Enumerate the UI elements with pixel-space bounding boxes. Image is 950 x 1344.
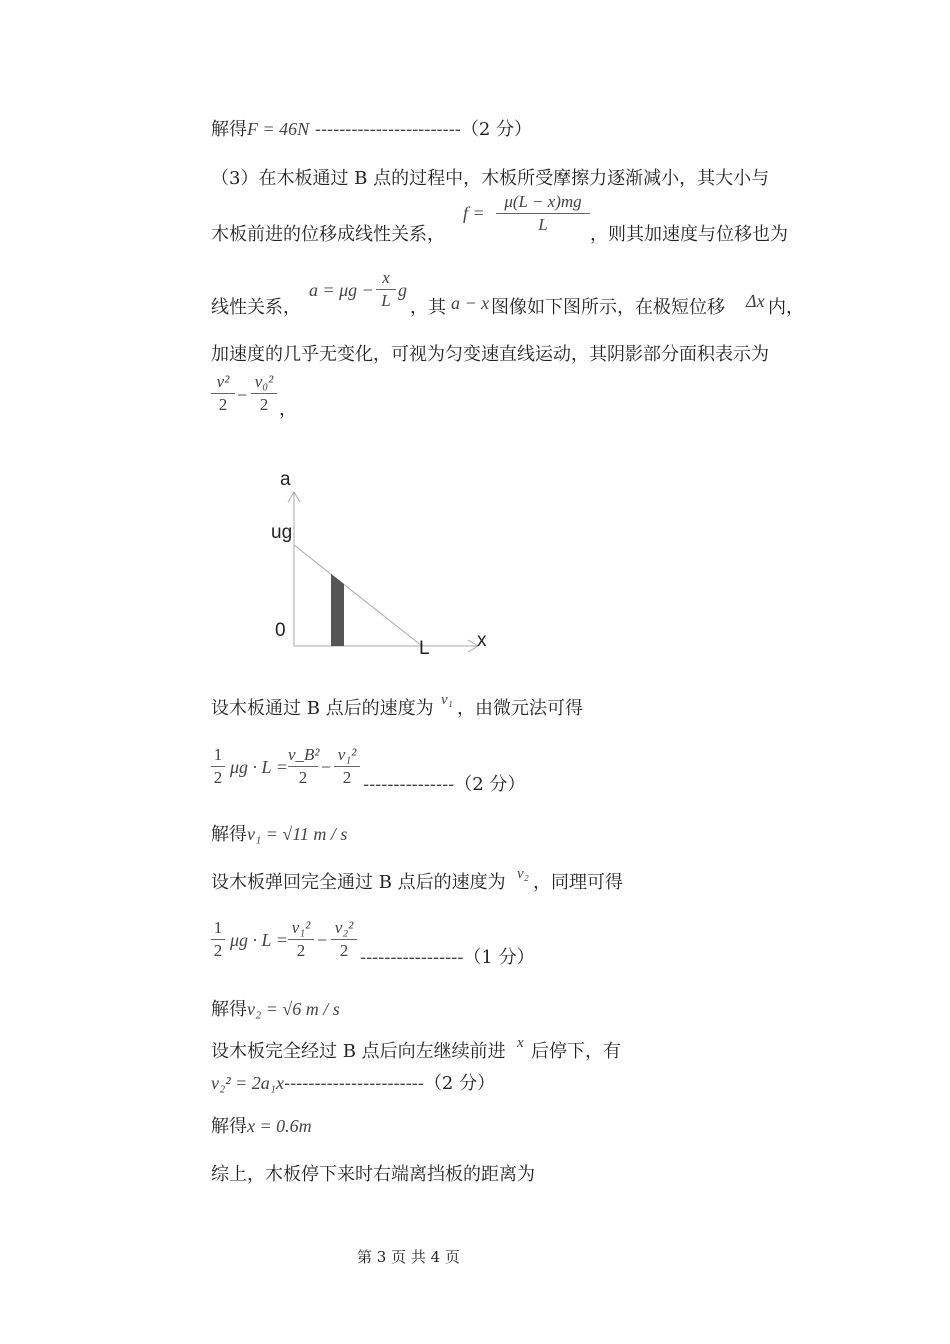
fraction-numerator: x xyxy=(382,268,390,287)
formula-g: g xyxy=(398,280,407,300)
fraction-numerator: v₁² xyxy=(291,918,311,937)
v1-symbol: v₁ xyxy=(441,692,453,708)
fraction-denominator: 2 xyxy=(342,768,352,787)
prefix-text: 解得 xyxy=(211,119,247,140)
fraction-numerator: 1 xyxy=(213,918,223,937)
equation-line-4 xyxy=(211,1071,495,1096)
minus-sign: − xyxy=(321,757,332,777)
score-line xyxy=(363,773,525,797)
fraction-v0 xyxy=(251,372,277,415)
paragraph-line: 设木板弹回完全通过 B 点后的速度为 xyxy=(211,872,506,893)
score-line xyxy=(360,946,535,970)
paragraph-line: 设木板通过 B 点后的速度为 xyxy=(211,698,434,719)
fraction-v1 xyxy=(288,918,314,961)
dash-leader: ----------------------- xyxy=(284,1073,424,1094)
solution-line-x xyxy=(211,1114,312,1139)
fraction-denominator: 2 xyxy=(213,941,223,960)
paragraph-line: ，由微元法可得 xyxy=(457,698,583,719)
equation-v1: v₁ = √11 m / s xyxy=(247,824,348,844)
paragraph-line: 设木板完全经过 B 点后向左继续前进 xyxy=(211,1041,506,1062)
equation-v2: v₂ = √6 m / s xyxy=(247,999,340,1019)
score-text: （2 分） xyxy=(423,1073,496,1094)
fraction-half xyxy=(211,918,225,961)
dash-leader: ----------------- xyxy=(360,947,464,968)
minus-sign: − xyxy=(237,385,248,405)
fraction-v xyxy=(211,372,235,415)
fraction-numerator: v₁² xyxy=(337,745,357,764)
paragraph-line: ，其 xyxy=(410,297,446,318)
fraction-numerator: 1 xyxy=(213,745,223,764)
prefix-text: 解得 xyxy=(211,1116,247,1137)
mu-g-L: μg · L = xyxy=(230,757,288,777)
y-intercept-label: ug xyxy=(271,522,293,543)
dash-leader: ------------------------ xyxy=(314,119,461,140)
v2-symbol: v₂ xyxy=(517,866,529,882)
fraction-numerator: v₀² xyxy=(254,372,274,391)
minus-sign: − xyxy=(317,930,328,950)
fraction-numerator: v_B² xyxy=(288,745,320,764)
fraction-denominator: 2 xyxy=(218,395,228,414)
prefix-text: 解得 xyxy=(211,824,247,845)
formula-a-lhs: a = μg − xyxy=(309,280,374,300)
equation-f: F = 46N xyxy=(247,119,310,139)
solution-line-v2 xyxy=(211,997,340,1022)
fraction-denominator: L xyxy=(381,291,391,310)
fraction-denominator: L xyxy=(538,215,548,234)
paragraph-line: （3）在木板通过 B 点的过程中，木板所受摩擦力逐渐减小，其大小与 xyxy=(211,168,770,189)
fraction-vB xyxy=(288,745,318,788)
origin-label: 0 xyxy=(275,620,286,641)
solution-line-v1 xyxy=(211,822,347,847)
paragraph-line: 线性关系， xyxy=(211,297,301,318)
fraction-denominator: 2 xyxy=(298,768,308,787)
fraction-numerator: v₂² xyxy=(334,918,354,937)
x-axis-label: x xyxy=(477,630,487,651)
a-x-symbol: a − x xyxy=(451,293,490,313)
fraction-half xyxy=(211,745,225,788)
paragraph-line: 木板前进的位移成线性关系， xyxy=(211,224,445,245)
prefix-text: 解得 xyxy=(211,999,247,1020)
acceleration-line xyxy=(294,545,422,646)
fraction-denominator: 2 xyxy=(339,941,349,960)
paragraph-line: ，同理可得 xyxy=(533,872,623,893)
summary-line: 综上，木板停下来时右端离挡板的距离为 xyxy=(211,1164,535,1185)
y-axis-label: a xyxy=(280,469,291,490)
dash-leader: --------------- xyxy=(363,774,455,795)
score-text: （2 分） xyxy=(454,774,526,795)
fraction-denominator: 2 xyxy=(296,941,306,960)
fraction-v1 xyxy=(334,745,360,788)
paragraph-line: 图像如下图所示，在极短位移 xyxy=(491,297,725,318)
delta-x-symbol: Δx xyxy=(746,291,765,311)
x-symbol: x xyxy=(517,1035,524,1051)
solution-line-f xyxy=(211,117,532,142)
x-intercept-label: L xyxy=(419,638,430,659)
fraction-numerator: v² xyxy=(216,372,230,391)
paragraph-line: 后停下，有 xyxy=(531,1041,621,1062)
fraction-f xyxy=(496,192,590,235)
fraction-a xyxy=(376,268,396,311)
paragraph-line: 内， xyxy=(768,297,804,318)
formula-f-lhs: f = xyxy=(463,203,485,223)
fraction-v2 xyxy=(331,918,357,961)
paragraph-line: 加速度的几乎无变化，可视为匀变速直线运动，其阴影部分面积表示为 xyxy=(211,344,769,365)
paragraph-line: ， xyxy=(279,399,297,420)
score-text: （2 分） xyxy=(460,119,533,140)
equation-v2-squared: v₂² = 2a₁x xyxy=(211,1073,285,1093)
mu-g-L: μg · L = xyxy=(230,930,288,950)
paragraph-line: ，则其加速度与位移也为 xyxy=(590,224,788,245)
score-text: （1 分） xyxy=(463,947,535,968)
shaded-strip xyxy=(331,574,344,646)
equation-x: x = 0.6m xyxy=(247,1116,312,1136)
fraction-denominator: 2 xyxy=(259,395,269,414)
fraction-numerator: μ(L − x)mg xyxy=(504,192,582,211)
page-footer: 第 3 页 共 4 页 xyxy=(357,1248,460,1266)
fraction-denominator: 2 xyxy=(213,768,223,787)
